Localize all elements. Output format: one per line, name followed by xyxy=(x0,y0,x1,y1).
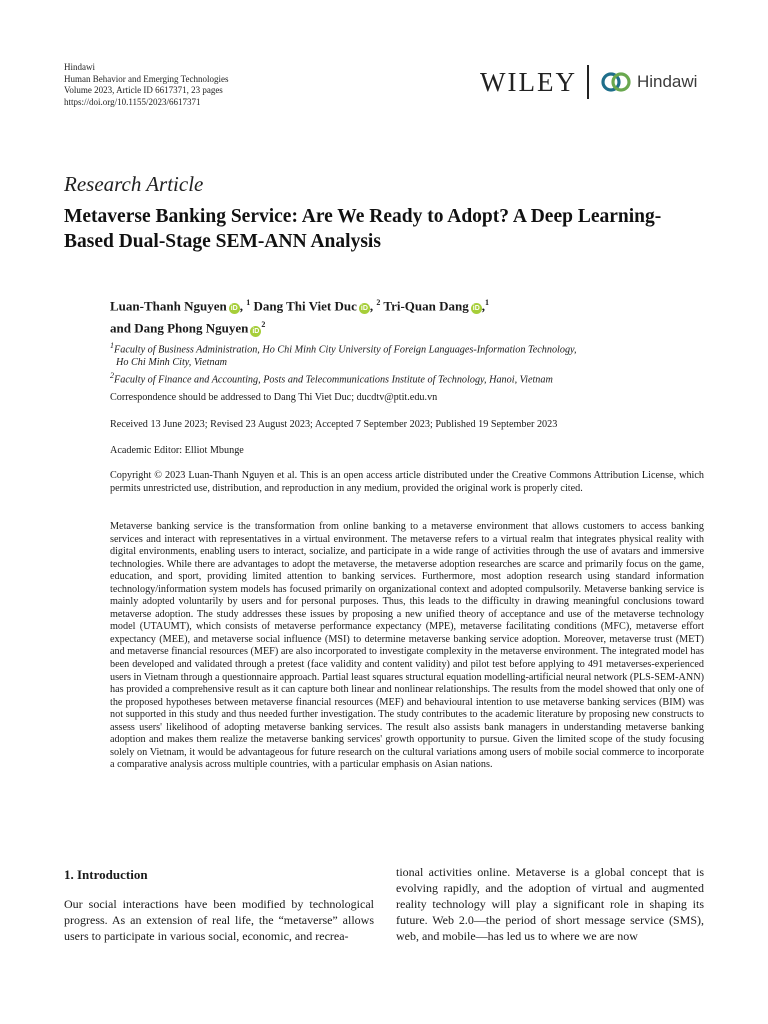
author-name: Luan-Thanh Nguyen xyxy=(110,298,227,314)
orcid-icon[interactable]: iD xyxy=(230,305,238,313)
author-name: Dang Thi Viet Duc xyxy=(253,298,357,314)
affiliation-marker: 1 xyxy=(485,298,489,307)
copyright-notice: Copyright © 2023 Luan-Thanh Nguyen et al. This is an open access article distributed under the Creative Commons Attribution License, which permits unrestricted use, distribution, and reproduction in any medium, provided the original work is properly cited. xyxy=(110,470,704,494)
publication-dates: Received 13 June 2023; Revised 23 August 2023; Accepted 7 September 2023; Published 19 September 2023 xyxy=(110,419,558,430)
affiliation-marker: 2 xyxy=(376,298,381,307)
wiley-logo: WILEY xyxy=(480,66,577,97)
affiliation-1: $^1$Faculty of Business Administration, Ho Chi Minh City University of Foreign Languages-Information Technology, xyxy=(110,341,577,356)
masthead xyxy=(64,62,229,108)
body-column-left: Our social interactions have been modified by technological progress. As an extension of real life, the “metaverse” allows users to participate in various social, economic, and recrea- xyxy=(64,897,374,943)
abstract: Metaverse banking service is the transformation from online banking to a metaverse environment that allows customers to access banking services and interact with representatives in a virtual environment. The metaverse refers to a virtual realm that integrates physical reality with digital environments, enabling users to interact, socialize, and participate in a wide range of activities through the use of avatars and immersive technologies. While there are advantages to adopt the metaverse, the metaverse adoption researches are scarce and primarily focus on the game, education, and sport, providing limited attention to banking services. Furthermore, most adoption research using standard information technology/information system models has focused primarily on organizational context and adopted compulsorily. Metaverse banking service is mainly adopted voluntarily by users and for personal purposes. Thus, this leads to the difficulty in drawing meaningful conclusions toward metaverse adoption. The study addresses these issues by proposing a new unified theory of acceptance and use of the metaverse technology model (UTAUMT), which consists of metaverse performance expectancy (MPE), metaverse facilitating conditions (MFC), metaverse effort expectancy (MEE), and metaverse social influence (MSI) to determine metaverse banking service adoption. Moreover, metaverse trust (MET) and metaverse financial resources (MEF) are also incorporated to investigate complexity in the metaverse environment. The integrated model has been developed and validated through a pretest (face validity and content validity) and pilot test before applying to 491 metaverses-experienced users in Vietnam through a questionnaire approach. Partial least squares structural equation modelling-artificial neural network (PLS-SEM-ANN) has provided a comprehensive result as it can capture both linear and nonlinear relationships. The results from the model showed that only one of the proposed hypotheses between metaverse financial resources (MEF) and behavioural intention to use metaverse banking services (BIM) was not supported in this study and thus needed further investigation. The study contributes to the academic literature by proposing new constructs to assess users' likelihood of adopting metaverse banking services. The result also assists bank managers in understanding metaverse banking adoption and makes them realize the metaverse banking services' growth opportunity to pursue. Given the limited scope of the study focusing solely on Vietnam, it would be advantageous for future research on the cultural variations among users of mobile social commerce to incorporate a comparative analysis across multiple countries, with a particular emphasis on Asian nations. xyxy=(110,521,704,771)
hindawi-wordmark: Hindawi xyxy=(636,72,698,91)
affiliation-1-continued: Ho Chi Minh City, Vietnam xyxy=(116,356,228,368)
academic-editor: Academic Editor: Elliot Mbunge xyxy=(110,445,244,456)
affiliations xyxy=(110,340,710,387)
orcid-icon[interactable]: iD xyxy=(360,305,368,313)
orcid-icon[interactable]: iD xyxy=(252,327,260,335)
correspondence: Correspondence should be addressed to Dang Thi Viet Duc; ducdtv@ptit.edu.vn xyxy=(110,392,438,403)
author-name: and Dang Phong Nguyen xyxy=(110,320,249,336)
author-name: Tri-Quan Dang xyxy=(383,298,469,314)
affiliation-marker: 2 xyxy=(261,320,266,330)
section-heading: 1. Introduction xyxy=(64,867,148,882)
affiliation-marker: 1 xyxy=(246,298,251,307)
publisher-name: Hindawi xyxy=(64,62,95,72)
journal-name: Human Behavior and Emerging Technologies xyxy=(64,73,229,84)
volume-info: Volume 2023, Article ID 6617371, 23 pages xyxy=(64,85,223,95)
affiliation-2: $^2$Faculty of Finance and Accounting, Posts and Telecommunications Institute of Technology, Hanoi, Vietnam xyxy=(110,370,553,385)
body-column-right: tional activities online. Metaverse is a global concept that is evolving rapidly, and the adoption of virtual and augmented reality technology will play a significant role in shaping its future. Web 2.0—the period of short message service (SMS), web, and mobile—has led us to where we are now xyxy=(396,865,704,943)
logo-divider xyxy=(587,65,589,99)
publisher-logos xyxy=(480,64,712,100)
doi-link[interactable]: https://doi.org/10.1155/2023/6617371 xyxy=(64,96,201,107)
paper-title: Metaverse Banking Service: Are We Ready to Adopt? A Deep Learning-Based Dual-Stage SEM-ANN Analysis xyxy=(64,206,662,252)
hindawi-rings-icon xyxy=(601,71,631,93)
author-list: Luan-Thanh Nguyen iD , $^1$ Dang Thi Viet Duc iD , $^2$ Tri-Quan Dang iD ,$^1$ and Dang Phong Nguyen $iD^2$ xyxy=(110,298,489,336)
orcid-icon[interactable]: iD xyxy=(472,305,480,313)
article-type: Research Article xyxy=(64,172,204,196)
